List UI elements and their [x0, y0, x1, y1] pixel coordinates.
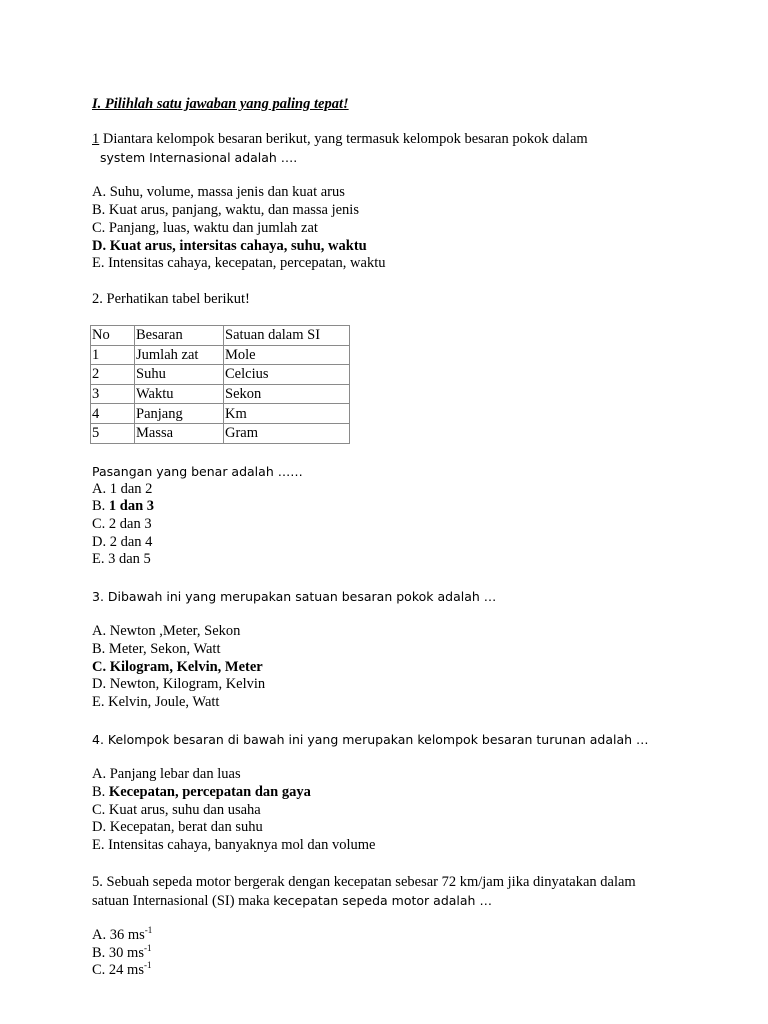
q3-option-b: B. Meter, Sekon, Watt: [92, 641, 221, 658]
table-cell: Sekon: [224, 384, 350, 404]
table-cell: Km: [224, 404, 350, 424]
q3-option-a: A. Newton ,Meter, Sekon: [92, 623, 241, 640]
table-cell: 4: [91, 404, 135, 424]
table-cell: Gram: [224, 423, 350, 443]
q4-option-a: A. Panjang lebar dan luas: [92, 766, 241, 783]
table-header-cell: Besaran: [135, 326, 224, 346]
q4-option-e: E. Intensitas cahaya, banyaknya mol dan volume: [92, 837, 376, 854]
table-cell: 1: [91, 345, 135, 365]
q1-option-e: E. Intensitas cahaya, kecepatan, percepatan, waktu: [92, 255, 386, 272]
table-cell: Jumlah zat: [135, 345, 224, 365]
q2-option-c: C. 2 dan 3: [92, 516, 152, 533]
table-header-cell: No: [91, 326, 135, 346]
table-cell: 2: [91, 365, 135, 385]
table-cell: Waktu: [135, 384, 224, 404]
q5-option-a: A. 36 $ms^{-1}$: [92, 925, 153, 944]
table-cell: Suhu: [135, 365, 224, 385]
q1-option-b: B. Kuat arus, panjang, waktu, dan massa jenis: [92, 202, 359, 219]
table-header-cell: Satuan dalam SI: [224, 326, 350, 346]
table-row: [91, 345, 350, 365]
q2-option-b: B. 1 dan 3: [92, 498, 155, 515]
q2-text: 2. Perhatikan tabel berikut!: [92, 290, 250, 307]
q1-option-a: A. Suhu, volume, massa jenis dan kuat arus: [92, 184, 345, 201]
q5-option-c: C. 24 $ms^{-1}$: [92, 960, 152, 979]
q1-option-c: C. Panjang, luas, waktu dan jumlah zat: [92, 219, 318, 236]
q4-option-b: B. Kecepatan, percepatan dan gaya: [92, 784, 311, 801]
table-row: [91, 423, 350, 443]
table-cell: Massa: [135, 423, 224, 443]
table-cell: Mole: [224, 345, 350, 365]
q1-option-d: D. Kuat arus, intersitas cahaya, suhu, waktu: [92, 237, 367, 254]
q2-option-a: A. 1 dan 2: [92, 480, 153, 497]
q3-block: [92, 588, 496, 712]
q5-block: [92, 874, 636, 980]
q5-text-line2: satuan Internasional (SI) maka kecepatan sepeda motor adalah …: [92, 892, 492, 909]
q3-option-d: D. Newton, Kilogram, Kelvin: [92, 676, 266, 693]
q2-table: [90, 325, 350, 444]
q3-text: 3. Dibawah ini yang merupakan satuan besaran pokok adalah …: [92, 589, 497, 604]
q2-answers-block: [92, 463, 303, 569]
q1-block: [92, 96, 588, 308]
table-header-row: [91, 326, 350, 346]
section-title: I. Pilihlah satu jawaban yang paling tepat!: [92, 96, 349, 112]
q4-text: 4. Kelompok besaran di bawah ini yang merupakan kelompok besaran turunan adalah …: [92, 732, 649, 747]
table-row: [91, 365, 350, 385]
q4-block: [92, 731, 649, 855]
table-cell: 5: [91, 423, 135, 443]
q5-text-line1: 5. Sebuah sepeda motor bergerak dengan kecepatan sebesar 72 km/jam jika dinyatakan dalam: [92, 874, 636, 890]
q2-option-d: D. 2 dan 4: [92, 533, 153, 550]
q4-option-d: D. Kecepatan, berat dan suhu: [92, 819, 263, 836]
table-row: [91, 384, 350, 404]
table-cell: Celcius: [224, 365, 350, 385]
table-cell: Panjang: [135, 404, 224, 424]
q4-option-c: C. Kuat arus, suhu dan usaha: [92, 801, 261, 818]
q2-prompt: Pasangan yang benar adalah ……: [92, 464, 303, 479]
q1-text-line1: 1 Diantara kelompok besaran berikut, yang termasuk kelompok besaran pokok dalam: [92, 131, 588, 148]
q1-number: 1: [92, 131, 100, 148]
q2-option-e: E. 3 dan 5: [92, 551, 151, 568]
q1-text-line2: system Internasional adalah ….: [100, 150, 298, 166]
table-cell: 3: [91, 384, 135, 404]
q3-option-e: E. Kelvin, Joule, Watt: [92, 694, 220, 711]
q5-option-b: B. 30 $ms^{-1}$: [92, 942, 152, 961]
q3-option-c: C. Kilogram, Kelvin, Meter: [92, 658, 263, 675]
table-row: [91, 404, 350, 424]
